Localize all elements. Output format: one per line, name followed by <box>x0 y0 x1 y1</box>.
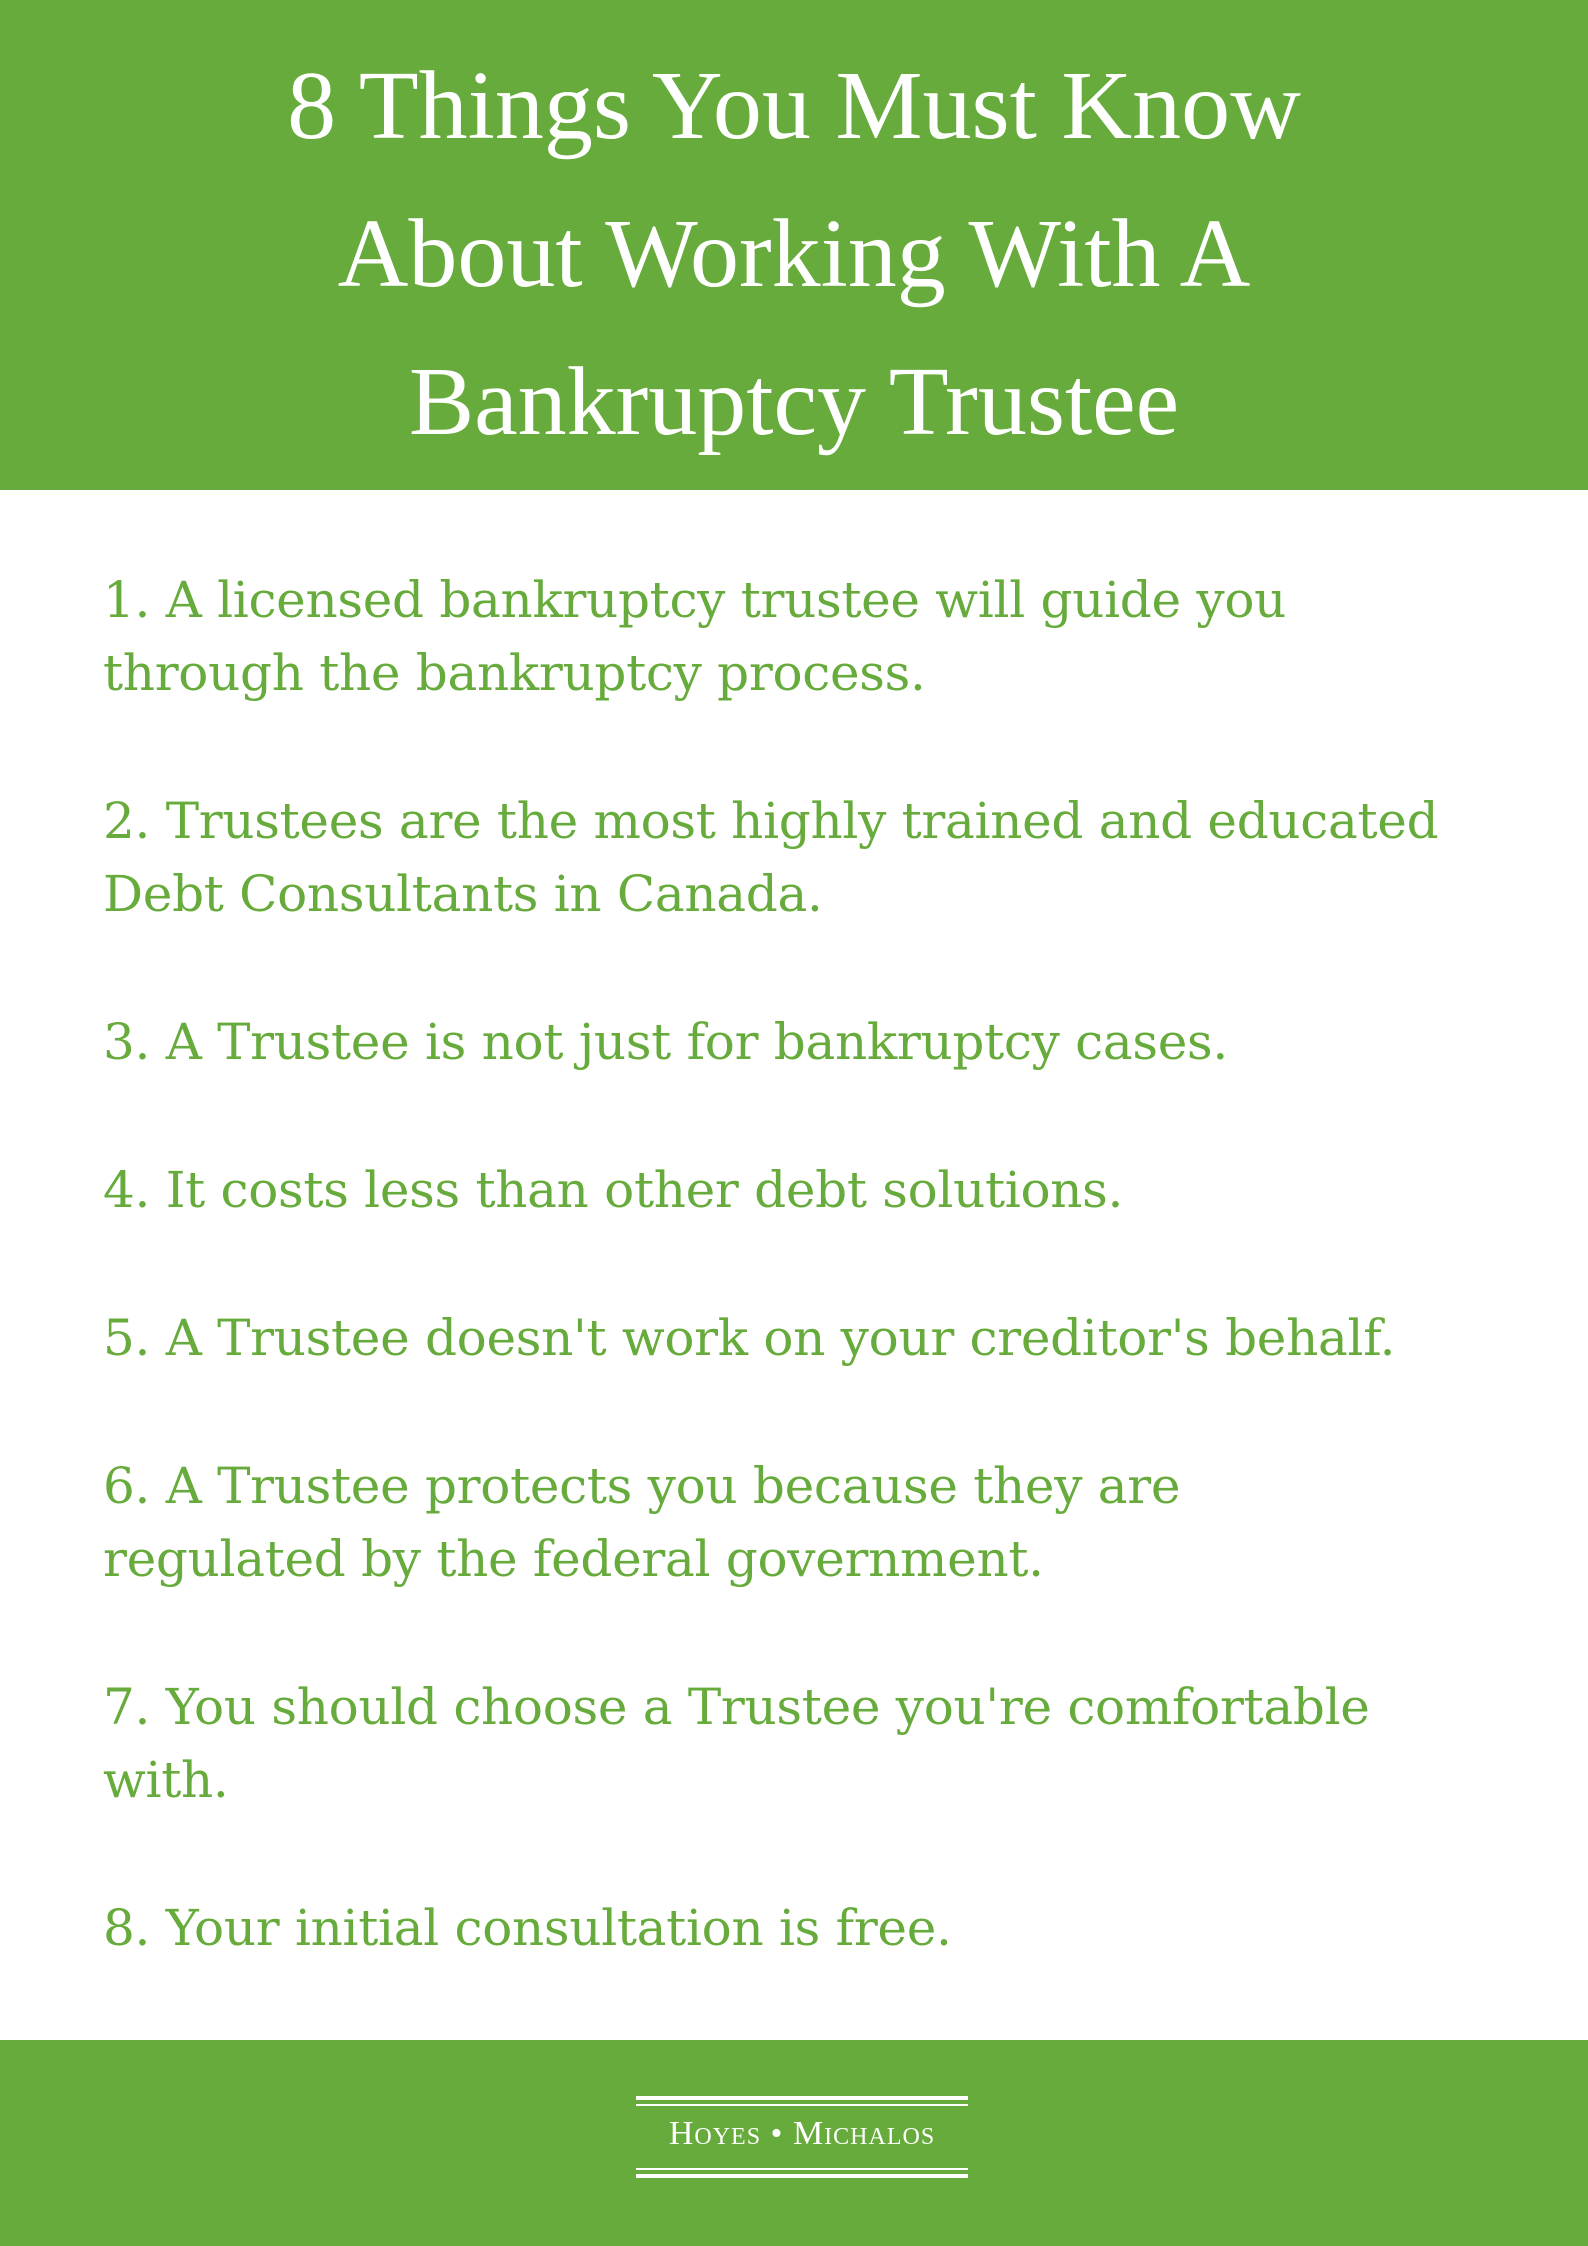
list-item-line: 4. It costs less than other debt solutions. <box>103 1161 1124 1219</box>
list-item-line: 7. You should choose a Trustee you're comfortable <box>103 1678 1370 1736</box>
list-item <box>103 1450 1523 1596</box>
list-item-line: through the bankruptcy process. <box>103 644 926 702</box>
list-item <box>103 1006 1523 1079</box>
logo-rule <box>636 2168 968 2170</box>
list-item-line: 2. Trustees are the most highly trained and educated <box>103 792 1439 850</box>
title-line: Bankruptcy Trustee <box>408 348 1180 456</box>
list-item-line: with. <box>103 1751 229 1809</box>
page-title <box>0 32 1588 476</box>
list-item-line: Debt Consultants in Canada. <box>103 865 823 923</box>
logo-rule <box>636 2096 968 2100</box>
list-item <box>103 1302 1523 1375</box>
list-item-line: 3. A Trustee is not just for bankruptcy cases. <box>103 1013 1228 1071</box>
footer-banner <box>0 2040 1588 2246</box>
logo-wordmark: Hoyes • Michalos <box>668 2115 936 2152</box>
logo-rule <box>636 2174 968 2178</box>
logo-rule <box>636 2104 968 2106</box>
title-line: About Working With A <box>337 200 1251 308</box>
list-item <box>103 564 1523 710</box>
list-item <box>103 1671 1523 1817</box>
list-item <box>103 785 1523 931</box>
list-item-line: 6. A Trustee protects you because they are <box>103 1457 1181 1515</box>
list-item-line: regulated by the federal government. <box>103 1530 1044 1588</box>
list-item-line: 5. A Trustee doesn't work on your creditor's behalf. <box>103 1309 1396 1367</box>
list-item <box>103 1892 1523 1965</box>
title-line: 8 Things You Must Know <box>287 52 1301 160</box>
company-logo <box>636 2096 968 2180</box>
header-banner <box>0 0 1588 490</box>
list-item-line: 8. Your initial consultation is free. <box>103 1899 952 1957</box>
list-item <box>103 1154 1523 1227</box>
tips-list <box>103 564 1523 2040</box>
list-item-line: 1. A licensed bankruptcy trustee will guide you <box>103 571 1287 629</box>
